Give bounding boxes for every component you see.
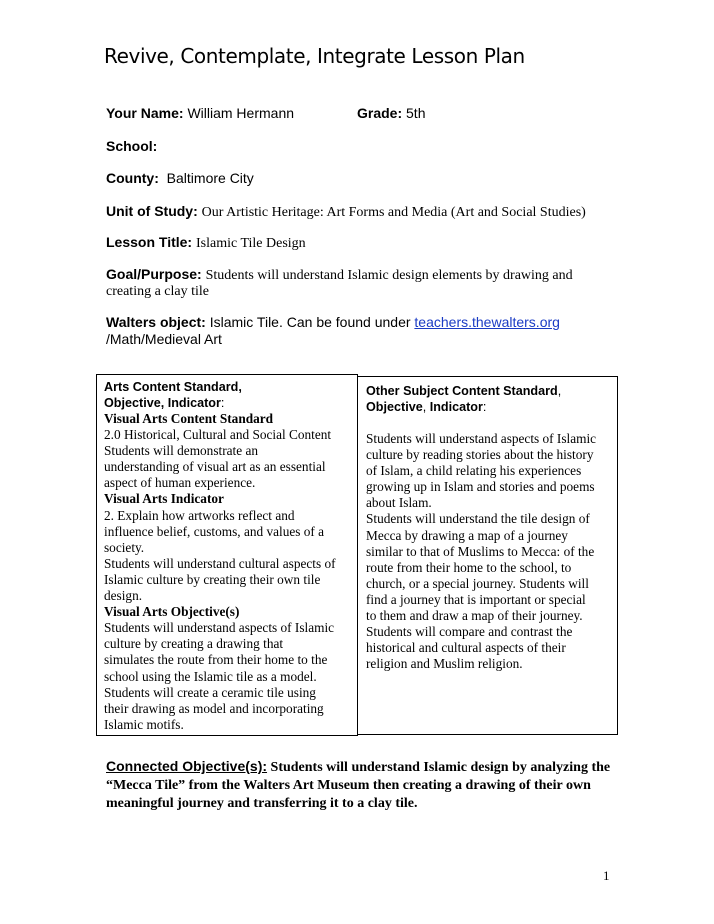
grade-label: Grade: bbox=[357, 105, 403, 121]
other-box-line: historical and cultural aspects of their bbox=[366, 640, 566, 656]
page-title: Revive, Contemplate, Integrate Lesson Plan bbox=[104, 44, 525, 68]
goal-label: Goal/Purpose: bbox=[106, 266, 202, 282]
other-box-line: about Islam. bbox=[366, 495, 432, 511]
county-value: Baltimore City bbox=[166, 170, 254, 186]
other-box-line: church, or a special journey. Students will bbox=[366, 575, 589, 591]
walters-label: Walters object: bbox=[106, 314, 206, 330]
lesson-title-label: Lesson Title: bbox=[106, 234, 193, 250]
arts-box-line: influence belief, customs, and values of a bbox=[104, 523, 325, 539]
arts-box-line: 2. Explain how artworks reflect and bbox=[104, 507, 295, 523]
other-box-heading-colon: : bbox=[482, 400, 487, 414]
arts-box-subheading: Visual Arts Indicator bbox=[104, 491, 224, 507]
arts-box-line: Students will demonstrate an bbox=[104, 443, 258, 459]
arts-box-line: culture by creating a drawing that bbox=[104, 636, 284, 652]
other-box-heading-sep: , bbox=[422, 400, 430, 414]
other-box-line: find a journey that is important or special bbox=[366, 591, 586, 607]
other-box-line: Mecca by drawing a map of a journey bbox=[366, 527, 568, 543]
goal-text-line1: Students will understand Islamic design elements by drawing and bbox=[205, 268, 573, 283]
your-name-value: William Hermann bbox=[187, 105, 295, 121]
other-box-heading-objective: Objective bbox=[366, 400, 423, 414]
arts-box-heading-colon: : bbox=[220, 396, 225, 410]
your-name-row bbox=[106, 104, 294, 122]
unit-value: Our Artistic Heritage: Art Forms and Media (Art and Social Studies) bbox=[201, 205, 586, 220]
county-row bbox=[106, 169, 254, 187]
connected-objectives bbox=[106, 757, 626, 813]
walters-row bbox=[106, 313, 560, 331]
other-box-heading-indicator: Indicator bbox=[429, 400, 483, 414]
arts-box-line: aspect of human experience. bbox=[104, 475, 256, 491]
other-box-line: to them and draw a map of their journey. bbox=[366, 608, 583, 624]
your-name-label: Your Name: bbox=[106, 105, 184, 121]
arts-box-heading-line1: Arts Content Standard, bbox=[104, 380, 242, 394]
grade-row bbox=[357, 104, 425, 122]
arts-box-line: Students will create a ceramic tile using bbox=[104, 684, 316, 700]
other-box-line: of Islam, a child relating his experiences bbox=[366, 463, 582, 479]
goal-row bbox=[106, 265, 573, 285]
goal-text-line2: creating a clay tile bbox=[106, 284, 209, 299]
lesson-title-value: Islamic Tile Design bbox=[195, 236, 306, 251]
connected-label: Connected Objective(s): bbox=[106, 758, 268, 774]
other-box-line: Students will understand aspects of Islamic bbox=[366, 431, 597, 446]
arts-box-body bbox=[104, 411, 352, 733]
lesson-title-row bbox=[106, 233, 306, 253]
walters-link[interactable]: teachers.thewalters.org bbox=[414, 314, 560, 330]
other-box-line: culture by reading stories about the history bbox=[366, 447, 594, 463]
arts-box-line: society. bbox=[104, 539, 145, 555]
other-box-heading-line2 bbox=[366, 399, 612, 415]
arts-box-line: school using the Islamic tile as a model. bbox=[104, 668, 317, 684]
arts-box-line: understanding of visual art as an essential bbox=[104, 459, 326, 475]
grade-value: 5th bbox=[406, 105, 426, 121]
other-box-heading-line1 bbox=[366, 383, 612, 399]
connected-text: Students will understand Islamic design by analyzing the “Mecca Tile” from the Walters Art Museum then creating a drawing of their own meaningful journey and transferring it to a clay tile. bbox=[106, 760, 611, 811]
other-box-line: growing up in Islam and stories and poems bbox=[366, 479, 595, 495]
school-label: School: bbox=[106, 138, 158, 154]
arts-box-line: Islamic motifs. bbox=[104, 716, 184, 732]
arts-box-subheading: Visual Arts Content Standard bbox=[104, 411, 274, 426]
other-box-body bbox=[366, 431, 612, 672]
arts-box-line: Islamic culture by creating their own tile bbox=[104, 571, 321, 587]
other-box-line: Students will understand the tile design of bbox=[366, 511, 590, 527]
other-box-heading-comma: , bbox=[557, 384, 562, 398]
walters-text: Islamic Tile. Can be found under bbox=[209, 314, 411, 330]
arts-box-line: Students will understand aspects of Islamic bbox=[104, 620, 335, 636]
arts-box-heading-bold: Objective, Indicator bbox=[104, 396, 221, 410]
other-box-line: route from their home to the school, to bbox=[366, 559, 572, 575]
arts-box-subheading: Visual Arts Objective(s) bbox=[104, 604, 240, 620]
county-label: County: bbox=[106, 170, 159, 186]
other-standard-box bbox=[357, 376, 618, 735]
page-number: 1 bbox=[603, 868, 610, 883]
arts-box-line: Students will understand cultural aspects of bbox=[104, 555, 336, 571]
arts-box-line: simulates the route from their home to the bbox=[104, 652, 328, 668]
other-box-line: similar to that of Muslims to Mecca: of the bbox=[366, 543, 595, 559]
unit-label: Unit of Study: bbox=[106, 203, 198, 219]
arts-standard-box bbox=[96, 374, 358, 736]
walters-path: /Math/Medieval Art bbox=[106, 331, 222, 347]
arts-box-line: their drawing as model and incorporating bbox=[104, 700, 324, 716]
other-box-heading-bold: Other Subject Content Standard bbox=[366, 384, 558, 398]
other-box-line: Students will compare and contrast the bbox=[366, 624, 573, 640]
other-box-line: religion and Muslim religion. bbox=[366, 656, 523, 672]
arts-box-heading-line2 bbox=[104, 395, 352, 411]
unit-row bbox=[106, 202, 586, 222]
arts-box-line: 2.0 Historical, Cultural and Social Content bbox=[104, 427, 332, 443]
arts-box-line: design. bbox=[104, 588, 143, 604]
